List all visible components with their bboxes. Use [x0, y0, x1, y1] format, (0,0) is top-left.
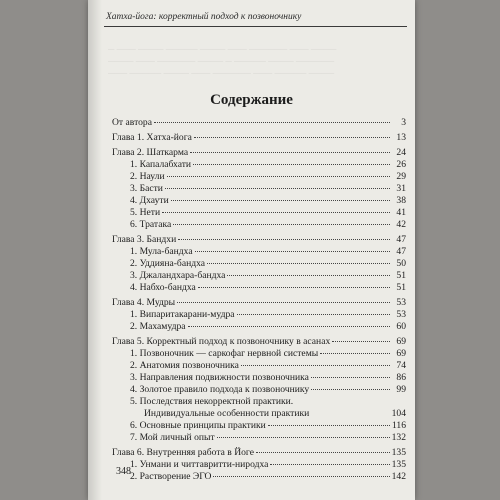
- bleed-through-text: ──── ─── ────── ──── ─ ───── ──── ──────: [108, 56, 335, 66]
- toc-entry-page: 60: [396, 321, 406, 332]
- bleed-through-text: ─ ─── ──── ───── ──── ─── ────── ─── ────: [108, 44, 337, 54]
- toc-entry-label: 4. Дхаути: [130, 195, 169, 206]
- toc-dot-leader: [165, 188, 390, 189]
- toc-entry-label: 6. Основные принципы практики: [130, 420, 266, 431]
- toc-entry: [112, 360, 406, 372]
- toc-entry-label: Глава 6. Внутренняя работа в Йоге: [112, 447, 255, 458]
- toc-dot-leader: [268, 425, 390, 426]
- toc-entry: [112, 171, 406, 183]
- toc-entry-label: Индивидуальные особенности практики: [144, 408, 310, 419]
- toc-entry-label: 1. Унмани и читтавритти-ниродха: [130, 459, 269, 470]
- toc-entry-page: 47: [396, 234, 406, 245]
- toc-dot-leader: [194, 137, 390, 138]
- toc-entry-label: Глава 3. Бандхи: [112, 234, 177, 245]
- toc-entry: [112, 321, 406, 333]
- toc-entry: [112, 459, 406, 471]
- toc-chapter-entry: [112, 132, 406, 144]
- toc-entry-label: 1. Випаритакарани-мудра: [130, 309, 235, 320]
- toc-dot-leader: [256, 452, 390, 453]
- toc-entry-label: Глава 5. Корректный подход к позвоночнику в асанах: [112, 336, 331, 347]
- toc-entry-label: 1. Позвоночник — саркофаг нервной системы: [130, 348, 319, 359]
- toc-entry-label: 5. Нети: [130, 207, 161, 218]
- toc-entry-page: 69: [396, 336, 406, 347]
- page-number: 348: [116, 466, 131, 477]
- toc-entry-page: 42: [396, 219, 406, 230]
- toc-chapter-entry: [112, 234, 406, 246]
- toc-dot-leader: [227, 275, 390, 276]
- toc-dot-leader: [154, 122, 390, 123]
- toc-entry-page: 31: [396, 183, 406, 194]
- toc-entry-page: 142: [391, 471, 406, 482]
- toc-entry-label: 6. Тратака: [130, 219, 172, 230]
- toc-entry: [112, 159, 406, 171]
- toc-entry-page: 53: [396, 309, 406, 320]
- toc-entry-label: 2. Растворение ЭГО: [130, 471, 212, 482]
- toc-entry-page: 116: [391, 420, 406, 431]
- toc-entry: [112, 396, 406, 408]
- toc-entry: [112, 282, 406, 294]
- toc-entry-label: 3. Басти: [130, 183, 163, 194]
- toc-entry-page: 24: [396, 147, 406, 158]
- toc-dot-leader: [207, 263, 390, 264]
- toc-entry-label: 1. Капалабхати: [130, 159, 192, 170]
- toc-dot-leader: [198, 287, 390, 288]
- toc-entry-page: 47: [396, 246, 406, 257]
- toc-chapter-entry: [112, 336, 406, 348]
- toc-entry-label: 1. Мула-бандха: [130, 246, 193, 257]
- toc-entry-page: 13: [396, 132, 406, 143]
- table-of-contents: [112, 117, 406, 483]
- toc-entry: [112, 309, 406, 321]
- toc-entry-label: 2. Махамудра: [130, 321, 186, 332]
- toc-entry: [112, 348, 406, 360]
- toc-entry-page: 41: [396, 207, 406, 218]
- toc-entry: [112, 258, 406, 270]
- toc-entry-label: 7. Мой личный опыт: [130, 432, 215, 443]
- toc-entry-page: 29: [396, 171, 406, 182]
- toc-entry-page: 51: [396, 270, 406, 281]
- toc-entry-page: 3: [401, 117, 406, 128]
- toc-entry-page: 69: [396, 348, 406, 359]
- book-page: [88, 0, 415, 500]
- toc-entry-page: 74: [396, 360, 406, 371]
- toc-chapter-entry: [112, 147, 406, 159]
- toc-entry-page: 53: [396, 297, 406, 308]
- toc-entry: [112, 246, 406, 258]
- toc-dot-leader: [178, 239, 390, 240]
- toc-entry: [112, 270, 406, 282]
- toc-entry-page: 135: [391, 447, 406, 458]
- toc-dot-leader: [173, 224, 390, 225]
- header-rule: [104, 26, 407, 27]
- toc-chapter-entry: [112, 447, 406, 459]
- toc-entry-page: 50: [396, 258, 406, 269]
- toc-entry: [112, 183, 406, 195]
- toc-dot-leader: [217, 437, 390, 438]
- toc-dot-leader: [167, 176, 390, 177]
- toc-dot-leader: [193, 164, 390, 165]
- toc-entry: [112, 207, 406, 219]
- toc-dot-leader: [195, 251, 390, 252]
- toc-dot-leader: [162, 212, 390, 213]
- toc-entry-label: Глава 4. Мудры: [112, 297, 176, 308]
- toc-entry-page: 104: [391, 408, 406, 419]
- toc-entry: [112, 432, 406, 444]
- toc-entry-label: 2. Анатомия позвоночника: [130, 360, 239, 371]
- toc-entry-label: Глава 1. Хатха-йога: [112, 132, 192, 143]
- toc-entry-label: 4. Золотое правило подхода к позвоночнику: [130, 384, 310, 395]
- toc-entry-page: 86: [396, 372, 406, 383]
- toc-entry-label: Глава 2. Шаткарма: [112, 147, 189, 158]
- toc-entry-label: От автора: [112, 117, 152, 128]
- toc-dot-leader: [190, 152, 390, 153]
- toc-dot-leader: [311, 377, 390, 378]
- toc-entry-page: 99: [396, 384, 406, 395]
- toc-dot-leader: [237, 314, 390, 315]
- toc-dot-leader: [177, 302, 390, 303]
- toc-entry-label: 5. Последствия некорректной практики.: [130, 396, 294, 407]
- toc-dot-leader: [188, 326, 390, 327]
- toc-dot-leader: [311, 389, 390, 390]
- toc-entry-page: 135: [391, 459, 406, 470]
- toc-entry: [112, 471, 406, 483]
- toc-entry: [112, 420, 406, 432]
- toc-entry: [112, 195, 406, 207]
- toc-entry-page: 132: [391, 432, 406, 443]
- toc-title: Содержание: [210, 92, 293, 108]
- toc-dot-leader: [213, 476, 389, 477]
- toc-entry-page: 51: [396, 282, 406, 293]
- toc-dot-leader: [320, 353, 390, 354]
- toc-entry-page: 26: [396, 159, 406, 170]
- toc-dot-leader: [241, 365, 390, 366]
- bleed-through-text: ─── ───── ──── ─── ────── ─── ───── ────: [108, 68, 335, 78]
- toc-entry: [112, 384, 406, 396]
- toc-chapter-entry: [112, 297, 406, 309]
- toc-entry-label: 3. Направления подвижности позвоночника: [130, 372, 309, 383]
- toc-entry: [112, 372, 406, 384]
- toc-entry: [112, 117, 406, 129]
- toc-entry: [112, 219, 406, 231]
- toc-entry-label: 3. Джаландхара-бандха: [130, 270, 226, 281]
- running-head: Хатха-йога: корректный подход к позвоночнику: [106, 12, 302, 22]
- toc-dot-leader: [270, 464, 389, 465]
- toc-entry-label: 2. Уддияна-бандха: [130, 258, 206, 269]
- toc-entry-page: 38: [396, 195, 406, 206]
- toc-entry: [112, 408, 406, 420]
- toc-dot-leader: [171, 200, 390, 201]
- toc-entry-label: 4. Набхо-бандха: [130, 282, 196, 293]
- toc-entry-label: 2. Наули: [130, 171, 165, 182]
- toc-dot-leader: [332, 341, 390, 342]
